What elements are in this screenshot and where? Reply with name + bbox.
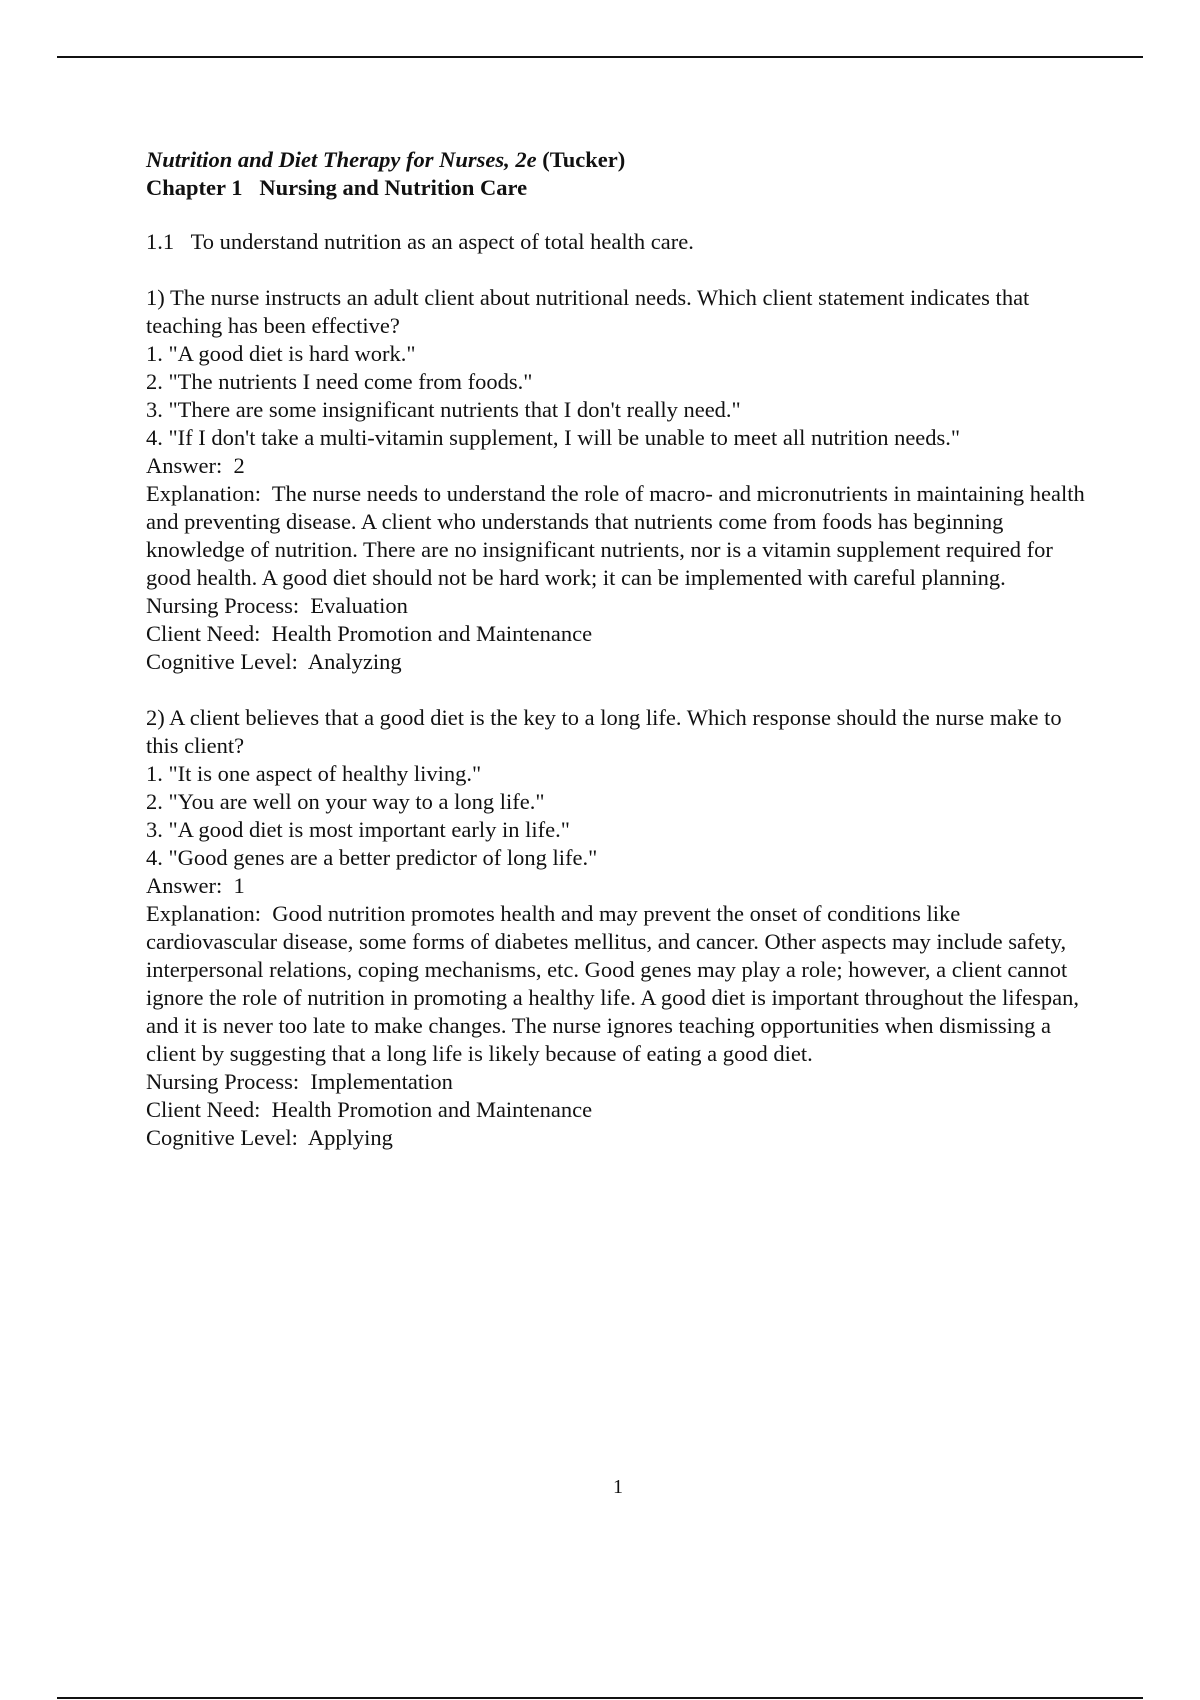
top-rule [57, 56, 1143, 58]
cognitive-level: Cognitive Level: Analyzing [146, 649, 402, 674]
question-2 [146, 704, 1096, 1152]
correct-answer: Answer: 2 [146, 453, 245, 478]
answer-option: 3. "There are some insignificant nutrients that I don't really need." [146, 397, 741, 422]
nursing-process: Nursing Process: Evaluation [146, 593, 408, 618]
page-number: 1 [613, 1476, 623, 1498]
question-1 [146, 284, 1096, 676]
chapter-title: Chapter 1 Nursing and Nutrition Care [146, 175, 528, 200]
bottom-rule [57, 1697, 1143, 1699]
client-need: Client Need: Health Promotion and Maintenance [146, 1097, 593, 1122]
learning-objective: 1.1 To understand nutrition as an aspect of total health care. [146, 229, 694, 254]
document-body [146, 146, 1096, 1152]
book-author: (Tucker) [542, 147, 626, 172]
correct-answer: Answer: 1 [146, 873, 245, 898]
explanation: Explanation: Good nutrition promotes health and may prevent the onset of conditions like cardiovascular disease, some forms of diabetes mellitus, and cancer. Other aspects may include safety, interpersonal relations, coping mechanisms, etc. Good genes may play a role; however, a client cannot ignore the role of nutrition in promoting a healthy life. A good diet is important throughout the lifespan, and it is never too late to make changes. The nurse ignores teaching opportunities when dismissing a client by suggesting that a long life is likely because of eating a good diet. [146, 901, 1085, 1066]
cognitive-level: Cognitive Level: Applying [146, 1125, 393, 1150]
answer-option: 3. "A good diet is most important early in life." [146, 817, 570, 842]
answer-option: 4. "If I don't take a multi-vitamin supplement, I will be unable to meet all nutrition needs." [146, 425, 961, 450]
nursing-process: Nursing Process: Implementation [146, 1069, 453, 1094]
question-stem: 2) A client believes that a good diet is the key to a long life. Which response should the nurse make to this client? [146, 705, 1062, 758]
book-title: Nutrition and Diet Therapy for Nurses, 2e [146, 147, 537, 172]
explanation: Explanation: The nurse needs to understand the role of macro- and micronutrients in maintaining health and preventing disease. A client who understands that nutrients come from foods has beginning knowledge of nutrition. There are no insignificant nutrients, nor is a vitamin supplement required for good health. A good diet should not be hard work; it can be implemented with careful planning. [146, 481, 1091, 590]
answer-option: 4. "Good genes are a better predictor of long life." [146, 845, 598, 870]
answer-option: 2. "You are well on your way to a long life." [146, 789, 545, 814]
answer-option: 1. "A good diet is hard work." [146, 341, 416, 366]
question-stem: 1) The nurse instructs an adult client about nutritional needs. Which client statement indicates that teaching has been effective? [146, 285, 1030, 338]
client-need: Client Need: Health Promotion and Maintenance [146, 621, 593, 646]
answer-option: 1. "It is one aspect of healthy living." [146, 761, 482, 786]
book-title-line [146, 146, 1096, 174]
answer-option: 2. "The nutrients I need come from foods." [146, 369, 533, 394]
